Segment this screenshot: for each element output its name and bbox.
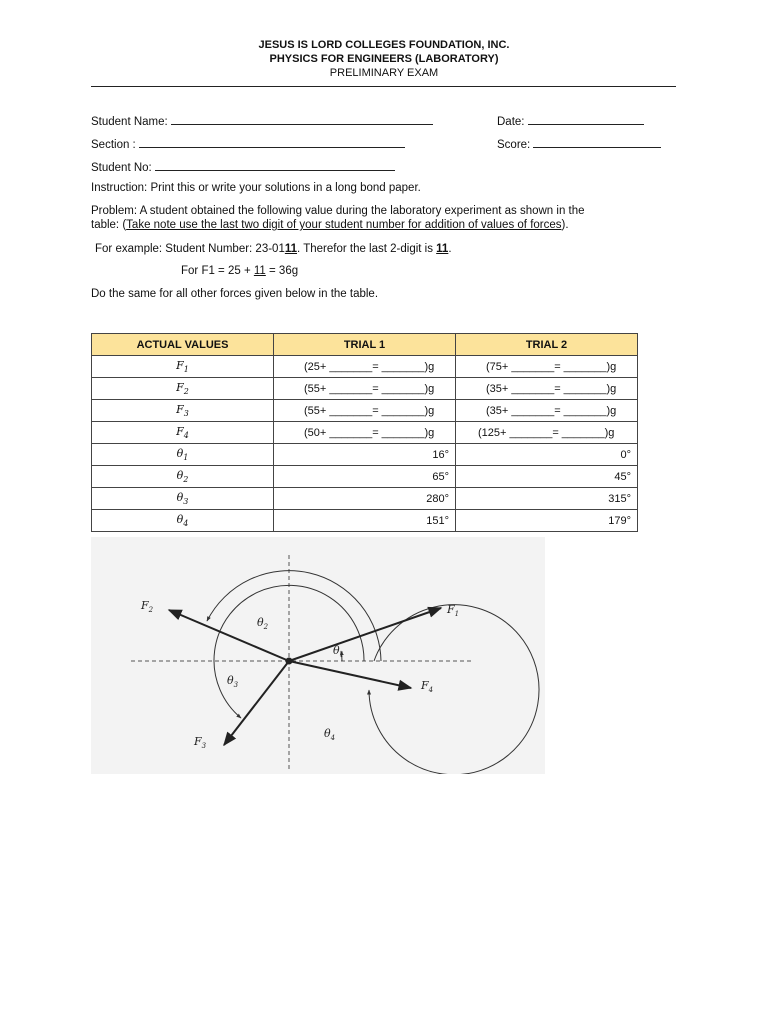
force-diagram-svg xyxy=(91,537,545,774)
do-same-text: Do the same for all other forces given below in the table. xyxy=(91,288,379,300)
section-blank[interactable] xyxy=(139,136,405,148)
label-f1: $F_1$ xyxy=(447,603,460,618)
student-no-field[interactable] xyxy=(91,159,395,174)
date-label: Date: xyxy=(497,116,525,128)
trial2-cell: 45° xyxy=(456,466,638,488)
trial1-cell: 280° xyxy=(274,488,456,510)
trial1-cell[interactable]: (55+ _______= _______)g xyxy=(274,378,456,400)
table-row xyxy=(92,444,638,466)
header-divider xyxy=(91,86,676,87)
trial2-cell[interactable]: (125+ _______= _______)g xyxy=(456,422,638,444)
trial1-cell[interactable]: (50+ _______= _______)g xyxy=(274,422,456,444)
trial2-cell[interactable]: (35+ _______= _______)g xyxy=(456,378,638,400)
label-theta2: $\theta_2$ xyxy=(257,616,269,631)
theta4-arc xyxy=(369,605,539,774)
instruction-text: Instruction: Print this or write your solutions in a long bond paper. xyxy=(91,182,421,194)
trial2-cell: 179° xyxy=(456,510,638,532)
row-label: $\theta_3$ xyxy=(92,488,274,510)
example-text: For example: Student Number: 23-0111. Therefor the last 2-digit is 11. xyxy=(95,243,452,255)
course-title: PHYSICS FOR ENGINEERS (LABORATORY) xyxy=(269,53,499,65)
trial1-cell: 16° xyxy=(274,444,456,466)
label-f2: $F_2$ xyxy=(141,599,154,614)
force-f4-vector xyxy=(289,661,411,688)
table-row xyxy=(92,378,638,400)
table-row xyxy=(92,488,638,510)
force-f1-vector xyxy=(289,608,441,661)
trial1-cell[interactable]: (55+ _______= _______)g xyxy=(274,400,456,422)
score-field[interactable] xyxy=(497,136,661,151)
student-name-label: Student Name: xyxy=(91,116,168,128)
force-f3-vector xyxy=(224,661,289,745)
row-label: $F_1$ xyxy=(92,356,274,378)
trial1-cell: 65° xyxy=(274,466,456,488)
label-theta3: $\theta_3$ xyxy=(227,674,239,689)
label-f4: $F_4$ xyxy=(421,679,434,694)
theta2-arc xyxy=(207,571,381,661)
section-label: Section : xyxy=(91,139,136,151)
trial2-cell[interactable]: (35+ _______= _______)g xyxy=(456,400,638,422)
note-underlined: Take note use the last two digit of your student number for addition of values of forces xyxy=(126,219,562,231)
table-row xyxy=(92,466,638,488)
student-name-field[interactable] xyxy=(91,113,433,128)
trial1-cell: 151° xyxy=(274,510,456,532)
header-trial-1: TRIAL 1 xyxy=(274,334,456,356)
trial1-cell[interactable]: (25+ _______= _______)g xyxy=(274,356,456,378)
school-name: JESUS IS LORD COLLEGES FOUNDATION, INC. xyxy=(258,39,510,51)
trial2-cell[interactable]: (75+ _______= _______)g xyxy=(456,356,638,378)
document-header xyxy=(0,38,768,80)
table-row xyxy=(92,422,638,444)
label-theta1: $\theta_1$ xyxy=(333,644,345,659)
table-row xyxy=(92,510,638,532)
student-name-blank[interactable] xyxy=(171,113,433,125)
table-row xyxy=(92,356,638,378)
example-formula: For F1 = 25 + 11 = 36g xyxy=(181,265,299,277)
header-actual-values: ACTUAL VALUES xyxy=(92,334,274,356)
student-no-blank[interactable] xyxy=(155,159,395,171)
problem-note: table: (Take note use the last two digit of your student number for addition of values of forces). xyxy=(91,219,569,231)
date-field[interactable] xyxy=(497,113,644,128)
section-field[interactable] xyxy=(91,136,405,151)
date-blank[interactable] xyxy=(528,113,644,125)
score-blank[interactable] xyxy=(533,136,661,148)
problem-text: Problem: A student obtained the following value during the laboratory experiment as shown in the xyxy=(91,205,585,217)
label-f3: $F_3$ xyxy=(194,735,207,750)
row-label: $\theta_2$ xyxy=(92,466,274,488)
table-header-row xyxy=(92,334,638,356)
origin-point xyxy=(286,658,293,665)
table-row xyxy=(92,400,638,422)
trial2-cell: 0° xyxy=(456,444,638,466)
row-label: $\theta_1$ xyxy=(92,444,274,466)
row-label: $\theta_4$ xyxy=(92,510,274,532)
force-diagram xyxy=(91,537,545,774)
trial2-cell: 315° xyxy=(456,488,638,510)
score-label: Score: xyxy=(497,139,531,151)
row-label: $F_2$ xyxy=(92,378,274,400)
header-trial-2: TRIAL 2 xyxy=(456,334,638,356)
label-theta4: $\theta_4$ xyxy=(324,727,336,742)
row-label: $F_3$ xyxy=(92,400,274,422)
student-no-label: Student No: xyxy=(91,162,152,174)
row-label: $F_4$ xyxy=(92,422,274,444)
exam-title: PRELIMINARY EXAM xyxy=(329,67,439,79)
forces-table xyxy=(91,333,638,532)
force-f2-vector xyxy=(169,610,289,661)
